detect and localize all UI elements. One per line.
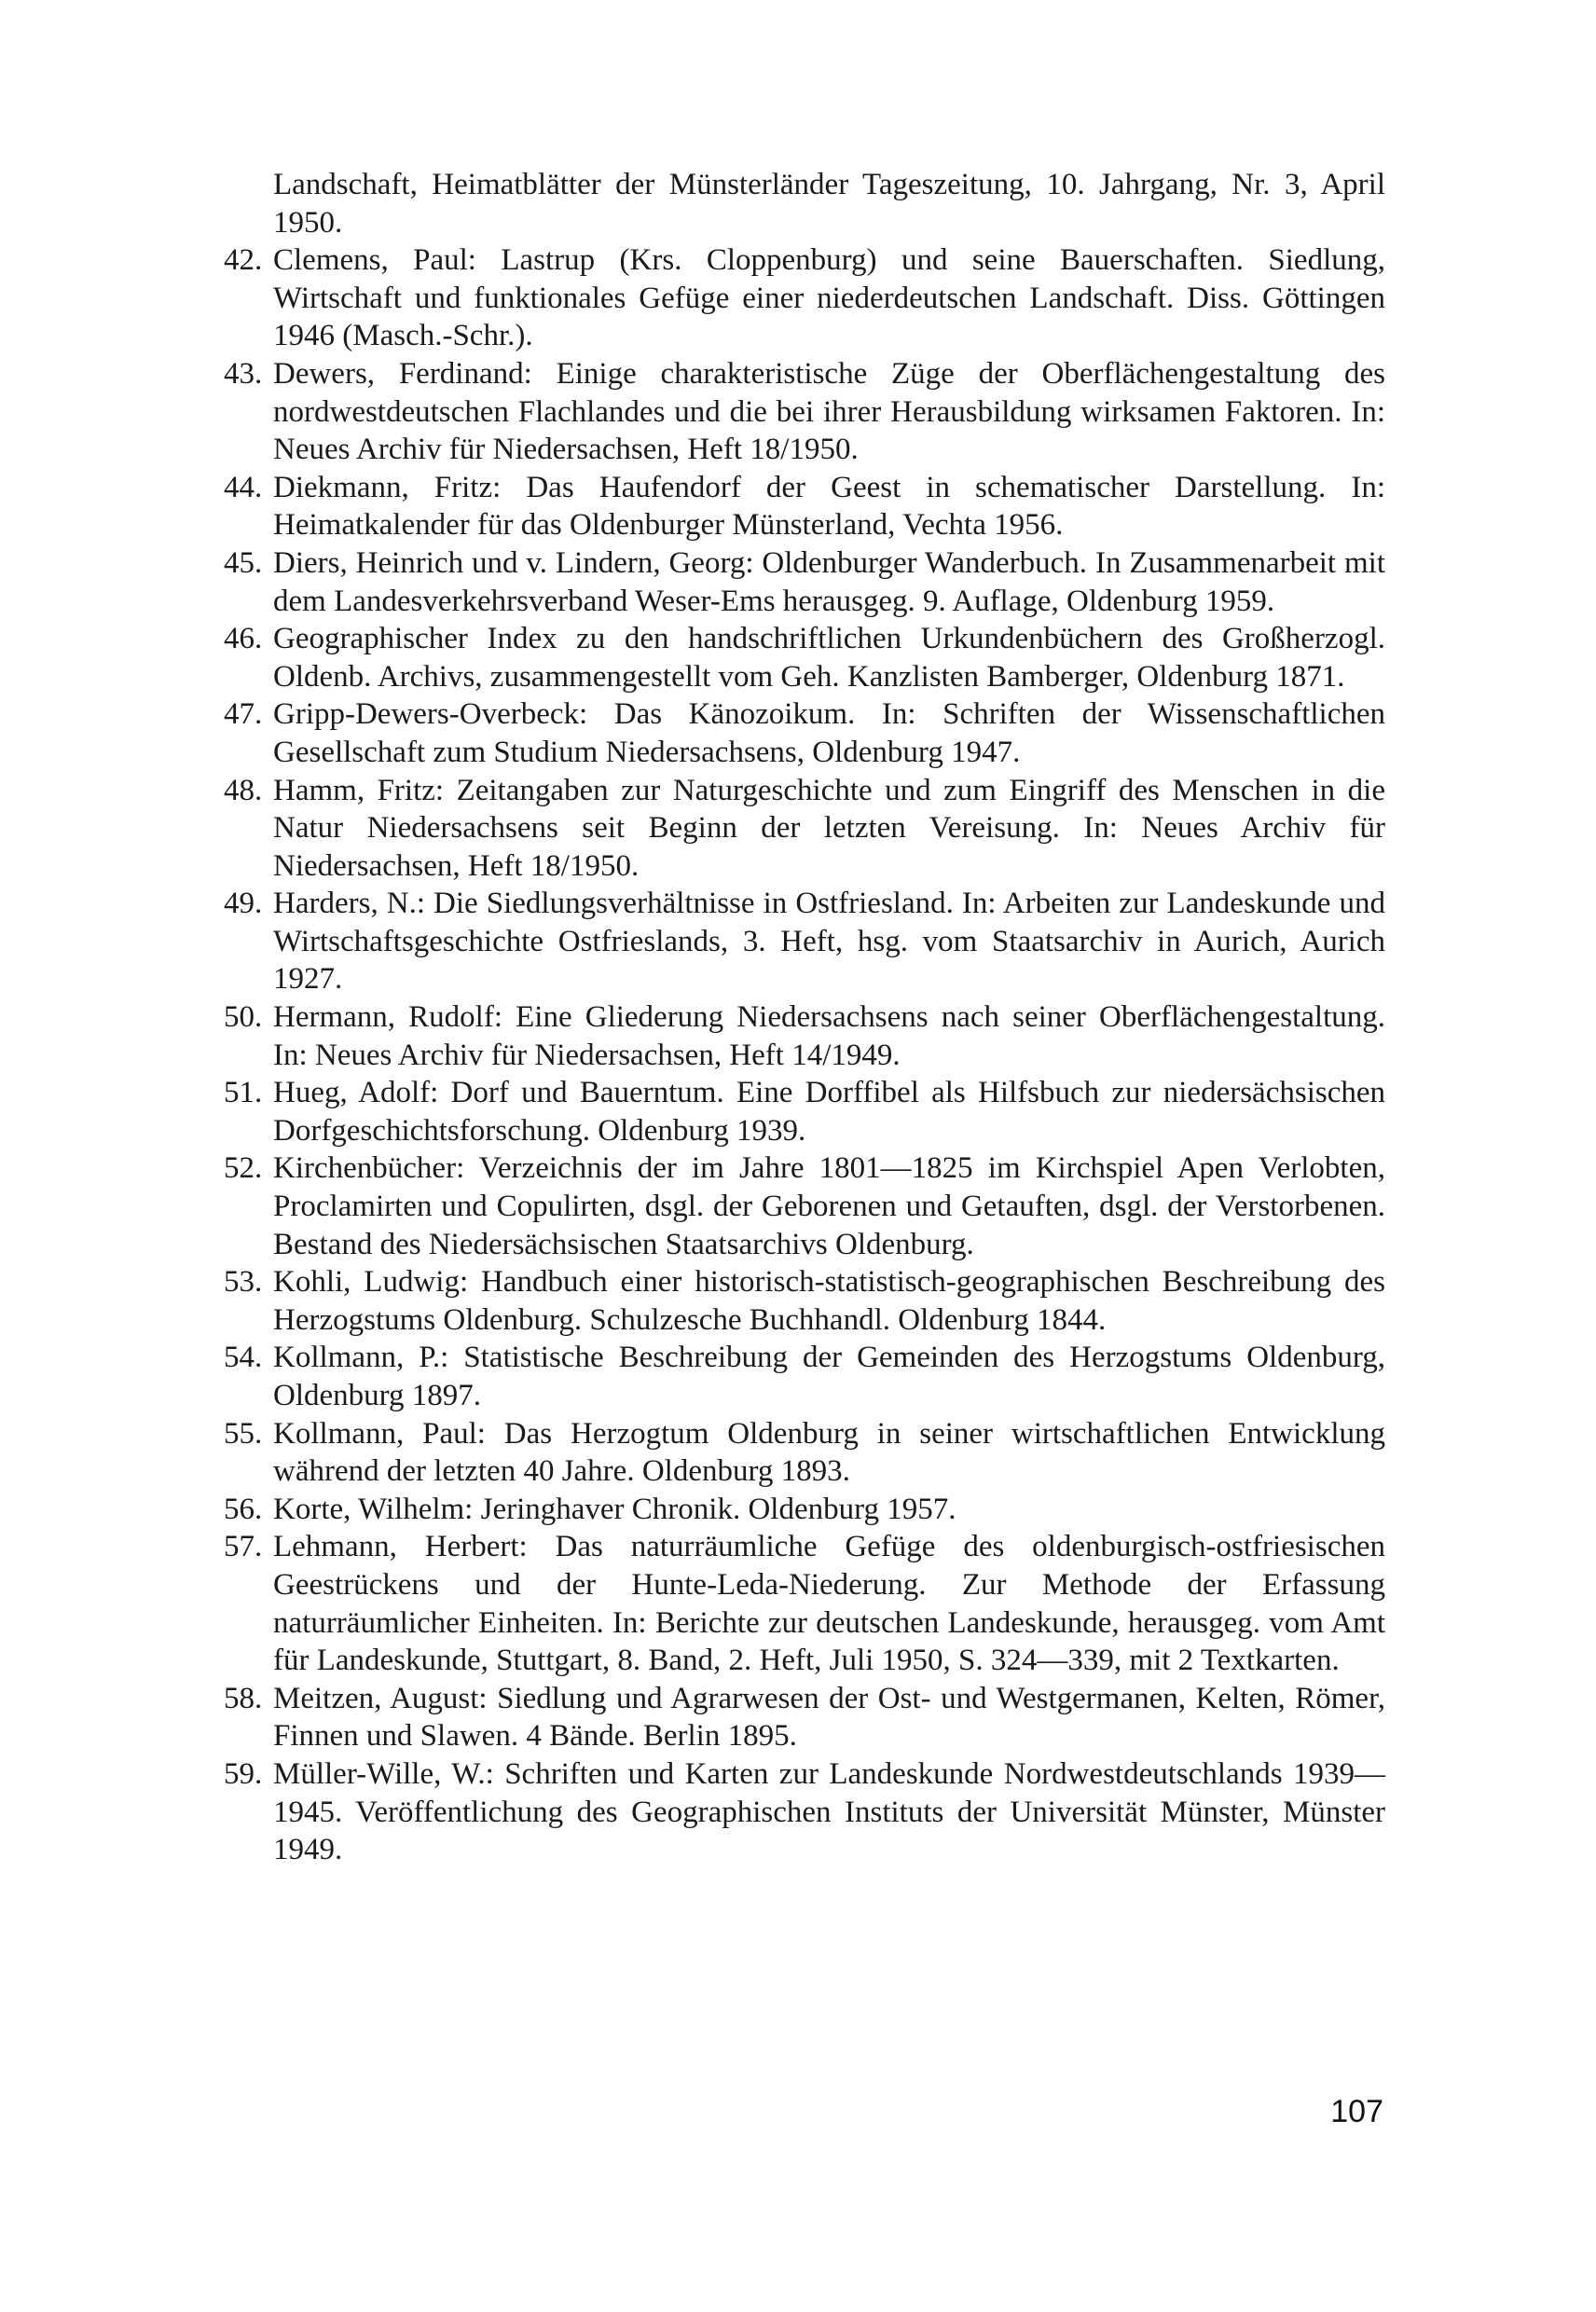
entry-number: 49.	[224, 887, 263, 921]
entry-text: Hermann, Rudolf: Eine Gliederung Niedersachsens nach seiner Oberflächengestaltung. In: Neues Archiv für Niedersachsen, Heft 14/1949.	[273, 1000, 1385, 1072]
entry-number: 55.	[224, 1416, 263, 1451]
entry-number: 42.	[224, 243, 263, 278]
entry-number: 46.	[224, 622, 263, 656]
entry-number: 44.	[224, 470, 263, 504]
bibliography-entry	[224, 998, 1385, 1074]
entry-number: 52.	[224, 1151, 263, 1186]
entry-text: Korte, Wilhelm: Jeringhaver Chronik. Oldenburg 1957.	[273, 1492, 956, 1526]
bibliography-entry	[224, 1528, 1385, 1679]
entry-number: 50.	[224, 1000, 263, 1035]
entry-number: 59.	[224, 1756, 263, 1791]
entry-text: Landschaft, Heimatblätter der Münsterländer Tageszeitung, 10. Jahrgang, Nr. 3, April 1950.	[273, 168, 1385, 240]
bibliography-entry	[224, 1680, 1385, 1755]
entry-number: 47.	[224, 697, 263, 732]
entry-text: Hueg, Adolf: Dorf und Bauerntum. Eine Dorffibel als Hilfsbuch zur niedersächsischen Dorfgeschichtsforschung. Oldenburg 1939.	[273, 1076, 1385, 1148]
entry-number: 43.	[224, 356, 263, 391]
entry-text: Gripp-Dewers-Overbeck: Das Känozoikum. In: Schriften der Wissenschaftlichen Gesellschaft zum Studium Niedersachsens, Oldenburg 1947.	[273, 697, 1385, 769]
entry-text: Kollmann, P.: Statistische Beschreibung der Gemeinden des Herzogstums Oldenburg, Oldenburg 1897.	[273, 1341, 1385, 1412]
entry-text: Clemens, Paul: Lastrup (Krs. Cloppenburg) und seine Bauerschaften. Siedlung, Wirtschaft und funktionales Gefüge einer niederdeutschen Landschaft. Diss. Göttingen 1946 (Masch.-Schr.).	[273, 243, 1385, 353]
entry-text: Geographischer Index zu den handschriftlichen Urkundenbüchern des Großherzogl. Oldenb. Archivs, zusammengestellt vom Geh. Kanzlisten Bamberger, Oldenburg 1871.	[273, 622, 1385, 694]
bibliography-entry	[224, 1491, 1385, 1529]
entry-number: 48.	[224, 773, 263, 807]
bibliography-entry	[224, 1339, 1385, 1414]
bibliography-entry	[224, 544, 1385, 620]
bibliography-entry	[224, 469, 1385, 544]
bibliography-entry	[224, 695, 1385, 771]
bibliography-entry	[224, 1074, 1385, 1149]
bibliography-entry	[224, 241, 1385, 355]
entry-text: Kirchenbücher: Verzeichnis der im Jahre 1801—1825 im Kirchspiel Apen Verlobten, Proclamirten und Copulirten, dsgl. der Geborenen und Getauften, dsgl. der Verstorbenen. Bestand des Niedersächsischen Staatsarchivs Oldenburg.	[273, 1151, 1385, 1261]
bibliography-entry	[224, 1263, 1385, 1339]
bibliography-entry	[224, 1149, 1385, 1263]
entry-text: Diers, Heinrich und v. Lindern, Georg: Oldenburger Wanderbuch. In Zusammenarbeit mit dem Landesverkehrsverband Weser-Ems herausgeg. 9. Auflage, Oldenburg 1959.	[273, 545, 1385, 618]
entry-text: Hamm, Fritz: Zeitangaben zur Naturgeschichte und zum Eingriff des Menschen in die Natur Niedersachsens seit Beginn der letzten Vereisung. In: Neues Archiv für Niedersachsen, Heft 18/1950.	[273, 773, 1385, 883]
entry-text: Lehmann, Herbert: Das naturräumliche Gefüge des oldenburgisch-ostfriesischen Geestrückens und der Hunte-Leda-Niederung. Zur Methode der Erfassung naturräumlicher Einheiten. In: Berichte zur deutschen Landeskunde, herausgeg. vom Amt für Landeskunde, Stuttgart, 8. Band, 2. Heft, Juli 1950, S. 324—339, mit 2 Textkarten.	[273, 1530, 1385, 1678]
bibliography-entry	[224, 885, 1385, 998]
entry-number: 57.	[224, 1530, 263, 1564]
entry-text: Müller-Wille, W.: Schriften und Karten zur Landeskunde Nordwestdeutschlands 1939—1945. Veröffentlichung des Geographischen Instituts der Universität Münster, Münster 1949.	[273, 1756, 1385, 1867]
bibliography-entry	[224, 355, 1385, 469]
entry-number: 45.	[224, 545, 263, 580]
bibliography-entry	[224, 1415, 1385, 1491]
entry-text: Harders, N.: Die Siedlungsverhältnisse in Ostfriesland. In: Arbeiten zur Landeskunde und Wirtschaftsgeschichte Ostfrieslands, 3. Heft, hsg. vom Staatsarchiv in Aurich, Aurich 1927.	[273, 887, 1385, 997]
bibliography-entry	[224, 620, 1385, 695]
bibliography-list	[224, 166, 1385, 1869]
entry-number: 51.	[224, 1076, 263, 1110]
entry-number: 54.	[224, 1341, 263, 1375]
page-number: 107	[1330, 2094, 1383, 2129]
entry-text: Kollmann, Paul: Das Herzogtum Oldenburg in seiner wirtschaftlichen Entwicklung während der letzten 40 Jahre. Oldenburg 1893.	[273, 1416, 1385, 1489]
entry-text: Meitzen, August: Siedlung und Agrarwesen der Ost- und Westgermanen, Kelten, Römer, Finnen und Slawen. 4 Bände. Berlin 1895.	[273, 1681, 1385, 1754]
bibliography-entry	[224, 772, 1385, 886]
entry-text: Diekmann, Fritz: Das Haufendorf der Geest in schematischer Darstellung. In: Heimatkalender für das Oldenburger Münsterland, Vechta 1956.	[273, 470, 1385, 543]
entry-number: 58.	[224, 1681, 263, 1715]
bibliography-entry	[224, 1755, 1385, 1869]
entry-text: Kohli, Ludwig: Handbuch einer historisch-statistisch-geographischen Beschreibung des Herzogstums Oldenburg. Schulzesche Buchhandl. Oldenburg 1844.	[273, 1265, 1385, 1337]
entry-number: 56.	[224, 1492, 263, 1526]
bibliography-continuation	[224, 166, 1385, 241]
entry-number: 53.	[224, 1265, 263, 1300]
entry-text: Dewers, Ferdinand: Einige charakteristische Züge der Oberflächengestaltung des nordwestdeutschen Flachlandes und die bei ihrer Herausbildung wirksamen Faktoren. In: Neues Archiv für Niedersachsen, Heft 18/1950.	[273, 356, 1385, 467]
